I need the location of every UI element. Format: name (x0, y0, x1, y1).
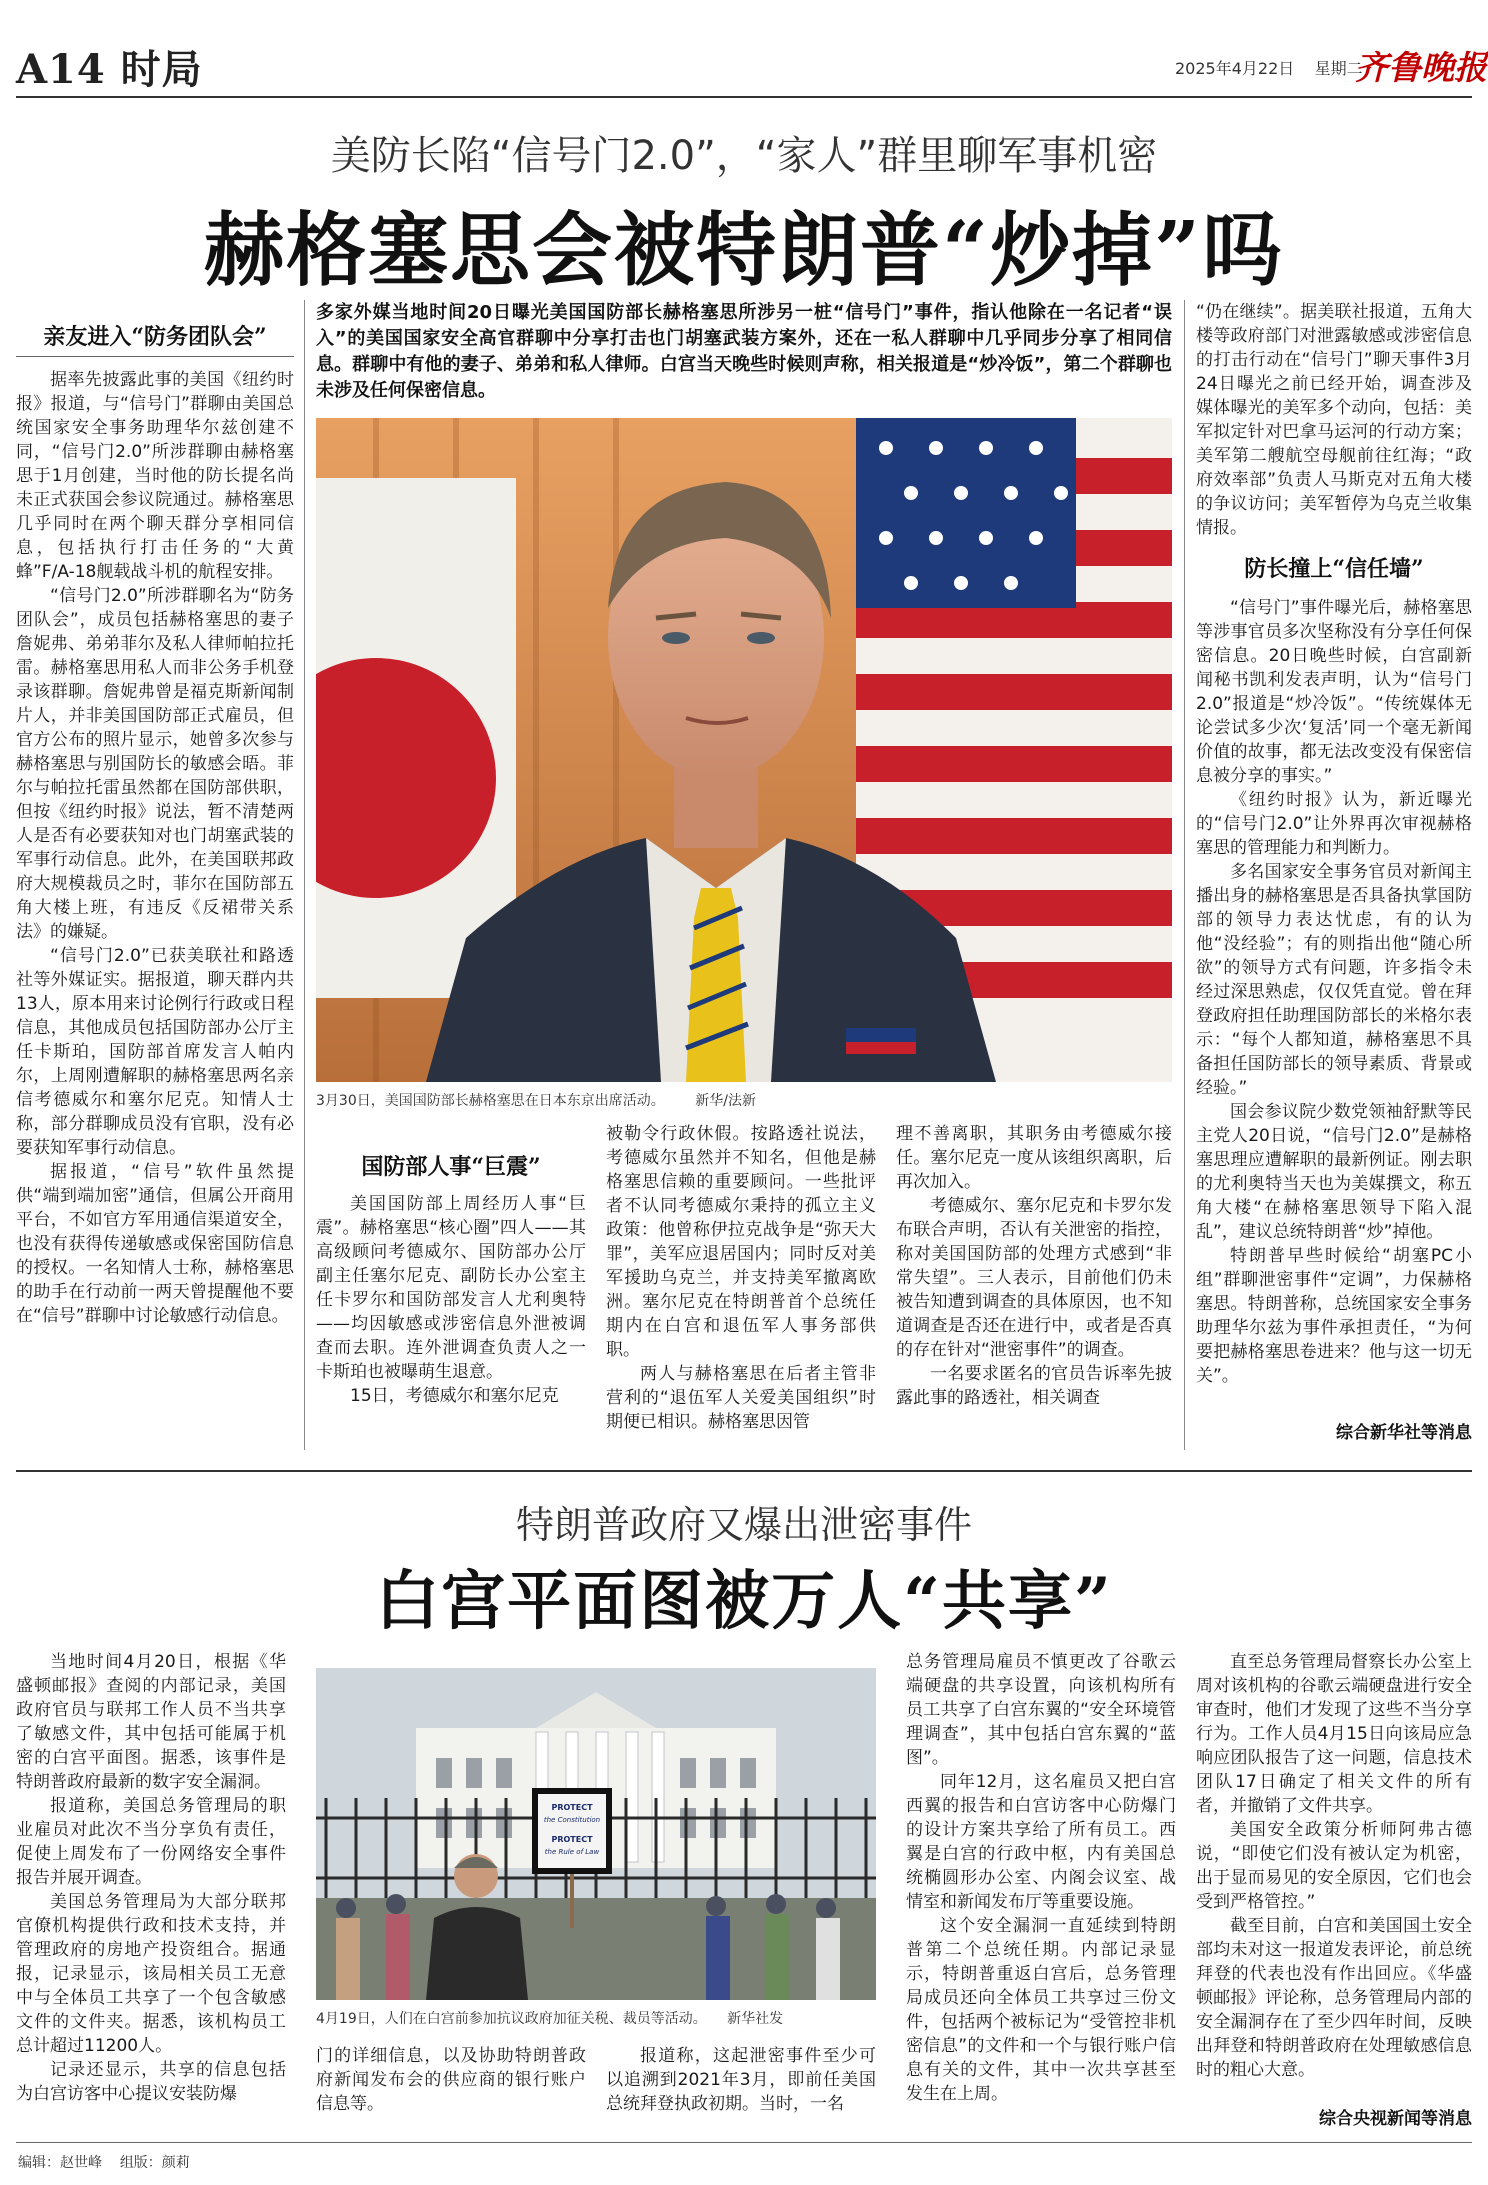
right-column-top (1196, 300, 1472, 538)
paragraph: 美国总务管理局为大部分联邦官僚机构提供行政和技术支持，并管理政府的房地产投资组合。据通报，记录显示，该局相关员工无意中与全体员工共享了一个包含敏感文件的文件夹。据悉，该机构员工总计超过11200人。 (16, 1892, 286, 2056)
header-rule (16, 96, 1472, 98)
paragraph: 特朗普早些时候给“胡塞PC小组”群聊泄密事件“定调”，力保赫格塞思。特朗普称，总统国家安全事务助理华尔兹为事件承担责任，“为何要把赫格塞思卷进来？他与这一切无关”。 (1196, 1246, 1472, 1386)
article2-col4 (906, 1650, 1176, 2132)
photo2-caption: 4月19日，人们在白宫前参加抗议政府加征关税、裁员等活动。 (316, 2011, 707, 2027)
article2-col2 (316, 2044, 586, 2134)
photo2-credit: 新华社发 (727, 2011, 784, 2027)
sign-line-4: the Rule of Law (544, 1848, 600, 1856)
sign-line-1: PROTECT (551, 1803, 593, 1812)
article2-col5 (1196, 1650, 1472, 2098)
article1-lead: 多家外媒当地时间20日曝光美国国防部长赫格塞思所涉另一桩“信号门”事件，指认他除在一名记者“误入”的美国国家安全高官群聊中分享打击也门胡塞武装方案外，还在一私人群聊中几乎同步分享了相同信息。群聊中有他的妻子、弟弟和私人律师。白宫当天晚些时候则声称，相关报道是“炒冷饭”，第二个群聊也未涉及任何保密信息。 (316, 302, 1172, 401)
paragraph: 报道称，美国总务管理局的职业雇员对此次不当分享负有责任，促使上周发布了一份网络安全事件报告并展开调查。 (16, 1796, 286, 1888)
footer (18, 2152, 190, 2172)
paragraph: 被勒令行政休假。按路透社说法，考德威尔虽然并不知名，但他是赫格塞思信赖的重要顾问。一些批评者不认同考德威尔秉持的孤立主义政策：他曾称伊拉克战争是“弥天大罪”，美军应退居国内；同时反对美军援助乌克兰，并支持美军撤离欧洲。塞尔尼克在特朗普首个总统任期内在白宫和退伍军人事务部供职。 (606, 1124, 876, 1360)
photo1-caption: 3月30日，美国国防部长赫格塞思在日本东京出席活动。 (316, 1093, 665, 1109)
paragraph: 这个安全漏洞一直延续到特朗普第二个总统任期。内部记录显示，特朗普重返白宫后，总务管理局成员还向全体员工共享过三份文件，包括两个被标记为“受管控非机密信息”的文件和一个与银行账户信息有关的文件，其中一次共享甚至发生在上周。 (906, 1916, 1176, 2104)
paragraph: 记录还显示，共享的信息包括为白宫访客中心提议安装防爆 (16, 2060, 286, 2104)
paragraph: “信号门”事件曝光后，赫格塞思等涉事官员多次坚称没有分享任何保密信息。20日晚些时候，白宫副新闻秘书凯利发表声明，认为“信号门2.0”报道是“炒冷饭”。“传统媒体无论尝试多少次‘复活’同一个毫无新闻价值的故事，都无法改变没有保密信息被分享的事实。” (1196, 598, 1472, 786)
paragraph: 直至总务管理局督察长办公室上周对该机构的谷歌云端硬盘进行安全审查时，他们才发现了这些不当分享行为。工作人员4月15日向该局应急响应团队报告了这一问题，信息技术团队17日确定了相关文件的所有者，并撤销了文件共享。 (1196, 1652, 1472, 1816)
sign-line-2: the Constitution (543, 1816, 601, 1824)
photo1-credit: 新华/法新 (695, 1093, 756, 1109)
article2-subtitle: 特朗普政府又爆出泄密事件 (515, 1503, 972, 1547)
protest-illustration (316, 1668, 876, 2000)
sign-line-3: PROTECT (551, 1835, 593, 1844)
paper-name: 齐鲁晚报 (1355, 48, 1487, 87)
weekday: 星期二 (1314, 59, 1363, 78)
paragraph: 据报道，“信号”软件虽然提供“端到端加密”通信，但属公开商用平台，不如官方军用通信渠道安全，也没有获得传递敏感或保密国防信息的授权。一名知情人士称，赫格塞思的助手在行动前一两天曾提醒他不要在“信号”群聊中讨论敏感行动信息。 (16, 1162, 294, 1326)
paragraph: 多名国家安全事务官员对新闻主播出身的赫格塞思是否具备执掌国防部的领导力表达忧虑，有的认为他“没经验”；有的则指出他“随心所欲”的领导方式有问题，许多指令未经过深思熟虑，仅仅凭直觉。曾在拜登政府担任助理国防部长的米格尔表示：“每个人都知道，赫格塞思不具备担任国防部长的领导素质、背景或经验。” (1196, 862, 1472, 1098)
section2-col3 (896, 1122, 1172, 1444)
paragraph: “信号门2.0”所涉群聊名为“防务团队会”，成员包括赫格塞思的妻子詹妮弗、弟弟菲尔及私人律师帕拉托雷。赫格塞思用私人而非公务手机登录该群聊。詹妮弗曾是福克斯新闻制片人，并非美国国防部正式雇员，但官方公布的照片显示，她曾多次参与赫格塞思与别国防长的敏感会晤。菲尔与帕拉托雷虽然都在国防部供职，但按《纽约时报》说法，暂不清楚两人是否有必要获知对也门胡塞武装的军事行动信息。此外，在美国联邦政府大规模裁员之时，菲尔在国防部五角大楼上班，有违反《反裙带关系法》的嫌疑。 (16, 586, 294, 942)
paragraph: 理不善离职，其职务由考德威尔接任。塞尔尼克一度从该组织离职，后再次加入。 (896, 1124, 1172, 1192)
paragraph: 两人与赫格塞思在后者主管非营利的“退伍军人关爱美国组织”时期便已相识。赫格塞思因管 (606, 1364, 876, 1432)
paragraph: 报道称，这起泄密事件至少可以追溯到2021年3月，即前任美国总统拜登执政初期。当时，一名 (606, 2046, 876, 2114)
white-house-protest-photo (316, 1668, 876, 2000)
paragraph: “信号门2.0”已获美联社和路透社等外媒证实。据报道，聊天群内共13人，原本用来讨论例行行政或日程信息，其他成员包括国防部办公厅主任卡斯珀，国防部首席发言人帕内尔，上周刚遭解职的赫格塞思两名亲信考德威尔和塞尔尼克。知情人士称，部分群聊成员没有官职，没有必要获知军事行动信息。 (16, 946, 294, 1158)
section1-heading-rule (16, 356, 294, 357)
layout-credit: 组版：颜莉 (119, 2155, 190, 2171)
section2-col1 (316, 1192, 586, 1444)
column-divider (1184, 300, 1185, 1450)
footer-rule (16, 2142, 1472, 2143)
photo2-caption-row (316, 2008, 876, 2028)
paragraph: 截至目前，白宫和美国国土安全部均未对这一报道发表评论，前总统拜登的代表也没有作出回应。《华盛顿邮报》评论称，总务管理局内部的安全漏洞存在了至少四年时间，反映出拜登和特朗普政府在处理敏感信息时的粗心大意。 (1196, 1916, 1472, 2080)
paragraph: “仍在继续”。据美联社报道，五角大楼等政府部门对泄露敏感或涉密信息的打击行动在“信号门”聊天事件3月24日曝光之前已经开始，调查涉及媒体曝光的美军多个动向，包括：美军拟定针对巴拿马运河的行动方案；美军第二艘航空母舰前往红海；“政府效率部”负责人马斯克对五角大楼的争议访问；美军暂停为乌克兰收集情报。 (1196, 302, 1472, 538)
article2-col3 (606, 2044, 876, 2134)
article-divider (16, 1470, 1472, 1472)
section1-heading: 亲友进入“防务团队会” (43, 324, 267, 350)
paragraph: 当地时间4月20日，根据《华盛顿邮报》查阅的内部记录，美国政府官员与联邦工作人员不当共享了敏感文件，其中包括可能属于机密的白宫平面图。据悉，该事件是特朗普政府最新的数字安全漏洞。 (16, 1652, 286, 1792)
article2-col1 (16, 1650, 286, 2132)
section1-body (16, 368, 294, 1444)
paragraph: 美国国防部上周经历人事“巨震”。赫格塞思“核心圈”四人——其高级顾问考德威尔、国防部办公厅副主任塞尔尼克、副防长办公室主任卡罗尔和国防部发言人尤利奥特——均因敏感或涉密信息外泄被调查而去职。连外泄调查负责人之一卡斯珀也被曝萌生退意。 (316, 1194, 586, 1382)
column-divider (304, 300, 305, 1450)
article1-subtitle: 美防长陷“信号门2.0”，“家人”群里聊军事机密 (330, 133, 1158, 179)
paragraph: 同年12月，这名雇员又把白宫西翼的报告和白宫访客中心防爆门的设计方案共享给了所有员工。西翼是白宫的行政中枢，内有美国总统椭圆形办公室、内阁会议室、战情室和新闻发布厅等重要设施。 (906, 1772, 1176, 1912)
date-line (1175, 56, 1363, 79)
photo1-caption-row (316, 1090, 1172, 1110)
article2-title: 白宫平面图被万人“共享” (375, 1564, 1113, 1639)
portrait-illustration (316, 418, 1172, 1082)
article1-credit: 综合新华社等消息 (1336, 1423, 1472, 1443)
section3-body (1196, 596, 1472, 1410)
article2-credit: 综合央视新闻等消息 (1319, 2109, 1472, 2129)
paragraph: 据率先披露此事的美国《纽约时报》报道，与“信号门”群聊由美国总统国家安全事务助理华尔兹创建不同，“信号门2.0”所涉群聊由赫格塞思于1月创建，当时他的防长提名尚未正式获国会参议院通过。赫格塞思几乎同时在两个聊天群分享相同信息，包括执行打击任务的“大黄蜂”F/A-18舰载战斗机的航程安排。 (16, 370, 294, 582)
editor-credit: 编辑：赵世峰 (18, 2155, 102, 2171)
paragraph: 考德威尔、塞尔尼克和卡罗尔发布联合声明，否认有关泄密的指控，称对美国国防部的处理方式感到“非常失望”。三人表示，目前他们仍未被告知遭到调查的具体原因，也不知道调查是否还在进行中，或者是否真的存在针对“泄密事件”的调查。 (896, 1196, 1172, 1360)
paragraph: 《纽约时报》认为，新近曝光的“信号门2.0”让外界再次审视赫格塞思的管理能力和判断力。 (1196, 790, 1472, 858)
section2-heading: 国防部人事“巨震” (361, 1154, 541, 1180)
page-label: A14 时局 (16, 46, 203, 93)
paragraph: 总务管理局雇员不慎更改了谷歌云端硬盘的共享设置，向该机构所有员工共享了白宫东翼的“安全环境管理调查”，其中包括白宫东翼的“蓝图”。 (906, 1652, 1176, 1768)
portrait-photo (316, 418, 1172, 1082)
section2-col2 (606, 1122, 876, 1444)
article1-title: 赫格塞思会被特朗普“炒掉”吗 (203, 203, 1285, 297)
paragraph: 美国安全政策分析师阿弗古德说，“即使它们没有被认定为机密，出于显而易见的安全原因，它们也会受到严格管控。” (1196, 1820, 1472, 1912)
paragraph: 门的详细信息，以及协助特朗普政府新闻发布会的供应商的银行账户信息等。 (316, 2046, 586, 2114)
date: 2025年4月22日 (1175, 59, 1295, 78)
paragraph: 15日，考德威尔和塞尔尼克 (350, 1386, 559, 1406)
section3-heading: 防长撞上“信任墙” (1244, 556, 1424, 582)
paragraph: 一名要求匿名的官员告诉率先披露此事的路透社，相关调查 (896, 1364, 1172, 1408)
paragraph: 国会参议院少数党领袖舒默等民主党人20日说，“信号门2.0”是赫格塞思理应遭解职的最新例证。刚去职的尤利奥特当天也为美媒撰文，称五角大楼“在赫格塞思领导下陷入混乱”，建议总统特朗普“炒”掉他。 (1196, 1102, 1472, 1242)
